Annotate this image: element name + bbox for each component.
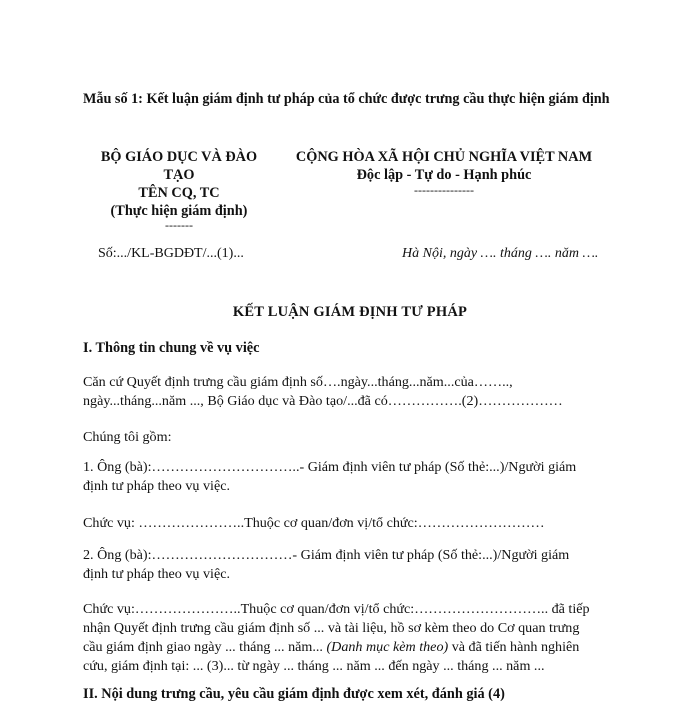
paragraph-line: 1. Ông (bà):…………………………..- Giám định viên tư pháp (Số thẻ:...)/Người giám [83,459,577,475]
agency-header [84,148,274,230]
paragraph-line: định tư pháp theo vụ việc. [83,478,230,494]
paragraph-member-2-position [83,600,623,676]
national-header [288,148,600,195]
paragraph-member-1-position: Chức vụ: …………………..Thuộc cơ quan/đơn vị/tổ chức:……………………… [83,515,545,531]
paragraph-line: Căn cứ Quyết định trưng cầu giám định số….ngày...tháng...năm...của…….., [83,374,513,390]
agency-name-line2: TẠO [163,167,195,183]
agency-name-line1: BỘ GIÁO DỤC VÀ ĐÀO [100,149,258,165]
document-date: Hà Nội, ngày …. tháng …. năm …. [402,246,599,261]
paragraph-text: và đã tiến hành nghiên [448,639,580,655]
paragraph-line: định tư pháp theo vụ việc. [83,566,230,582]
paragraph-basis [83,373,623,411]
national-motto: Độc lập - Tự do - Hạnh phúc [356,167,532,183]
paragraph-line: ngày...tháng...năm ..., Bộ Giáo dục và Đào tạo/...đã có…………….(2)……………… [83,393,563,409]
paragraph-line: nhận Quyết định trưng cầu giám định số ... và tài liệu, hồ sơ kèm theo do Cơ quan trưng [83,620,580,636]
national-title: CỘNG HÒA XÃ HỘI CHỦ NGHĨA VIỆT NAM [295,149,593,165]
attachment-note: (Danh mục kèm theo) [326,639,449,655]
paragraph-line: cứu, giám định tại: ... (3)... từ ngày ... tháng ... năm ... đến ngày ... tháng ... năm ... [83,658,545,674]
section-heading-1: I. Thông tin chung về vụ việc [83,340,260,356]
paragraph-line [83,638,623,657]
document-number: Số:.../KL-BGDĐT/...(1)... [98,246,244,261]
paragraph-member-1 [83,458,623,496]
agency-separator: ------- [165,218,193,232]
national-separator: --------------- [414,183,474,197]
form-title: Mẫu số 1: Kết luận giám định tư pháp của tổ chức được trưng cầu thực hiện giám định [83,91,610,107]
paragraph-members-intro: Chúng tôi gồm: [83,429,172,445]
main-title: KẾT LUẬN GIÁM ĐỊNH TƯ PHÁP [232,304,468,320]
paragraph-text: cầu giám định giao ngày ... tháng ... năm... [83,639,327,655]
section-heading-2: II. Nội dung trưng cầu, yêu cầu giám định được xem xét, đánh giá (4) [83,686,505,702]
paragraph-line: Chức vụ:…………………..Thuộc cơ quan/đơn vị/tổ chức:……………………….. đã tiếp [83,601,590,617]
organization-name: TÊN CQ, TC [138,185,220,201]
paragraph-member-2 [83,546,623,584]
paragraph-line: 2. Ông (bà):…………………………- Giám định viên tư pháp (Số thẻ:...)/Người giám [83,547,570,563]
organization-role: (Thực hiện giám định) [110,203,248,219]
